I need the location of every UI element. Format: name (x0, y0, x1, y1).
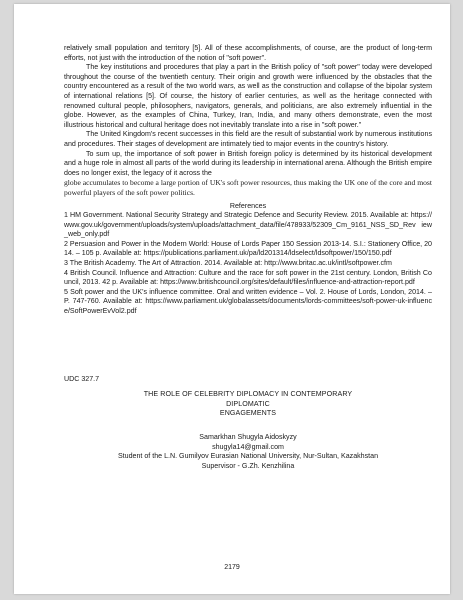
paragraph-5: globe accumulates to become a large portion of UK's soft power resources, thus making the UK one of the core and most powerful players of the soft power politics. (64, 178, 432, 197)
udc-code: UDC 327.7 (64, 374, 100, 383)
reference-item-3: 3 The British Academy. The Art of Attraction. 2014. Available at: http://www.britac.ac.uk/intl/softpower.cfm (64, 259, 392, 268)
article-title-line-2: DIPLOMATIC (226, 399, 270, 408)
title-gap (64, 419, 432, 433)
author-name: Samarkhan Shugyla Aidoskyzy (199, 433, 297, 441)
supervisor: Supervisor - G.Zh. Kenzhilina (201, 461, 295, 470)
article-title-line-1: THE ROLE OF CELEBRITY DIPLOMACY IN CONTEMPORARY (143, 390, 353, 399)
section-spacer (64, 317, 432, 375)
author-email: shugyla14@gmail.com (212, 442, 284, 451)
reference-item-2: 2 Persuasion and Power in the Modern World: House of Lords Paper 150 Session 2013-14. S.I.: Stationery Office, 2014. – 105 p. Available at: https://publications.parliament.uk/pa/ld201314/ldselect/ldsoftpower/150/150.pdf (64, 239, 432, 258)
reference-item-5: 5 Soft power and the UK's influence committee. Oral and written evidence – Vol. 2. House of Lords, London, 2014. – P. 747-760. Available at: https://www.parliament.uk/globalassets/documents/lords-committees/soft-power-uk-influence/SoftPowerEvVol2.pdf (64, 287, 432, 316)
reference-item-4: 4 British Council. Influence and Attraction: Culture and the race for soft power in the 21st century. London, British Council, 2013. 42 p. Available at: https://www.britishcouncil.org/sites/default/files/influence-and-attraction-report.pdf (64, 268, 432, 287)
paragraph-2: The key institutions and procedures that play a part in the British policy of "soft power" today were developed throughout the course of the twentieth century. Their origin and growth were influenced by the obstacles that the country encountered as a result of the two world wars, as well as the construction and collapse of the bipolar system of international relations [5]. Of course, the history of earlier centuries, as well as the heritage connected with renowned cultural people, philosophers, navigators, generals, and politicians, are also extremely influential in the globe. However, as the examples of China, Turkey, Iran, India, and many others demonstrate, even the most illustrious historical and cultural heritage does not inevitably translate into a rise in "soft power." (64, 63, 432, 129)
author-affiliation: Student of the L.N. Gumilyov Eurasian National University, Nur-Sultan, Kazakhstan (117, 452, 379, 461)
page-content (64, 44, 432, 471)
document-page (14, 4, 450, 594)
reference-item-1: 1 HM Government. National Security Strategy and Strategic Defence and Security Review. 2015. Available at: https://www.gov.uk/government/uploads/system/uploads/attachment_data/file/478933/52309_Cm_9161_NSS_SD_Rev iew_web_only.pdf (64, 211, 432, 239)
paragraph-4: To sum up, the importance of soft power in British foreign policy is determined by its historical development and a huge role in almost all parts of the world during its leadership in international arena. Although the British empire does no longer exist, the legacy of it across the (64, 149, 432, 177)
article-title-line-3: ENGAGEMENTS (219, 409, 277, 418)
references-heading: References (229, 201, 267, 210)
page-number: 2179 (224, 564, 240, 571)
paragraph-1: relatively small population and territory [5]. All of these accomplishments, of course, are the product of long-term efforts, not just with the introduction of the notion of "soft power". (64, 44, 432, 62)
paragraph-3: The United Kingdom's recent successes in this field are the result of substantial work by numerous institutions and procedures. Their stages of development are intimately tied to major events in the country's history. (64, 130, 432, 148)
